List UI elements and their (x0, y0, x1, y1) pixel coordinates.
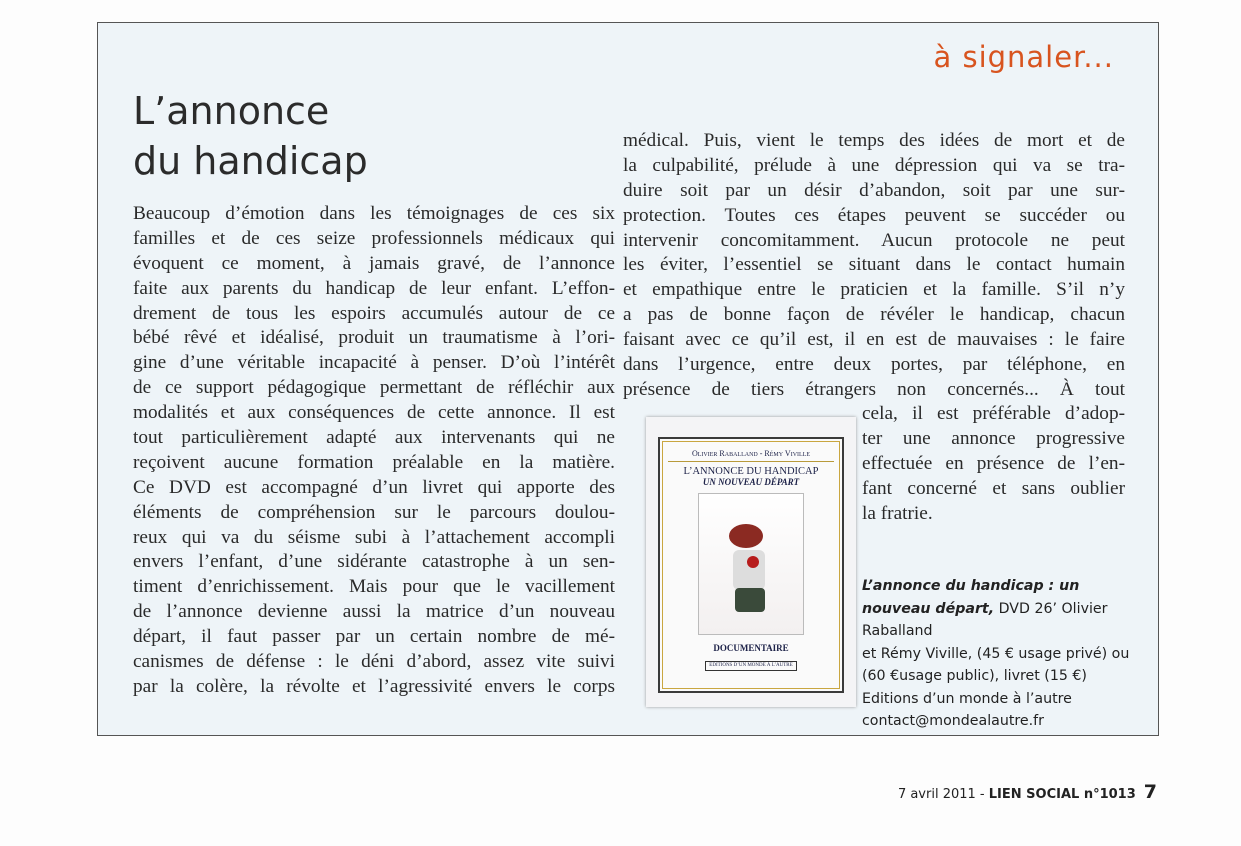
dvd-cover-image (646, 417, 856, 707)
text-line: reçoivent aucune formation préalable en la matière. (133, 451, 615, 473)
text-line: dans l’urgence, entre deux portes, par téléphone, en (623, 354, 1125, 376)
text-line: effectuée en présence de l’en- (862, 452, 1125, 474)
title-line: du handicap (133, 139, 368, 183)
text-line: modalités et aux conséquences de cette annonce. Il est (133, 402, 615, 424)
section-label: à signaler... (933, 40, 1114, 74)
left-column (133, 202, 615, 700)
text-line: la fratrie. (862, 502, 933, 524)
text-line: envers l’enfant, d’une sidérante catastrophe à un sen- (133, 551, 615, 573)
text-line: canismes de défense : le déni d’abord, assez vite suivi (133, 651, 615, 673)
cover-label: DOCUMENTAIRE (713, 643, 789, 653)
text-line: et empathique entre le praticien et la famille. S’il n’y (623, 279, 1125, 301)
article-title (133, 86, 368, 186)
text-line: présence de tiers étrangers non concernés... À tout (623, 378, 1125, 400)
caption-line: Editions d’un monde à l’autre (862, 690, 1072, 707)
text-line: duire soit par un désir d’abandon, soit par une sur- (623, 179, 1125, 201)
issue-date: 7 avril 2011 - (897, 787, 989, 802)
text-line: médical. Puis, vient le temps des idées de mort et de (623, 130, 1125, 151)
cover-authors: Olivier Raballand - Rémy Viville (668, 449, 834, 462)
text-line: de ce support pédagogique permettant de réfléchir aux (133, 377, 615, 399)
text-line: cela, il est préférable d’adop- (862, 403, 1125, 424)
text-line: les éviter, l’essentiel se situant dans le contact humain (623, 254, 1125, 276)
page-footer (898, 781, 1157, 803)
text-line: éléments de compréhension sur le parcours doulou- (133, 501, 615, 523)
text-line: familles et de ces seize professionnels médicaux qui (133, 227, 615, 249)
text-line: faisant avec ce qu’il est, il en est de mauvaises : le faire (623, 329, 1125, 351)
text-line: faite aux parents du handicap de leur enfant. L’effon- (133, 277, 615, 299)
cover-subtitle: UN NOUVEAU DÉPART (702, 477, 800, 487)
text-line: a pas de bonne façon de révéler le handicap, chacun (623, 304, 1125, 326)
title-line: L’annonce (133, 89, 330, 133)
text-line: par la colère, la révolte et l’agressivité envers le corps (133, 675, 615, 697)
text-line: évoquent ce moment, à jamais gravé, de l’annonce (133, 252, 615, 274)
dvd-caption (862, 575, 1142, 733)
text-line: fant concerné et sans oublier (862, 477, 1125, 499)
caption-line: DVD 26’ Olivier Raballand (862, 600, 1108, 639)
right-column-wrap (862, 402, 1125, 526)
caption-line: (60 €usage public), livret (15 €) (862, 668, 1087, 684)
magazine-name: LIEN SOCIAL n°1013 (988, 787, 1136, 802)
cover-title: L’ANNONCE DU HANDICAP (683, 466, 819, 477)
text-line: protection. Toutes ces étapes peuvent se succéder ou (623, 204, 1125, 226)
text-line: reux qui va du séisme subi à l’attachement accompli (133, 526, 615, 548)
cover-illustration (698, 493, 804, 635)
publisher-logo: EDITIONS D’UN MONDE À L’AUTRE (705, 661, 796, 671)
caption-line: et Rémy Viville, (45 € usage privé) ou (862, 645, 1130, 662)
text-line: bébé rêvé et idéalisé, produit un traumatisme à l’ori- (133, 327, 615, 349)
text-line: Ce DVD est accompagné d’un livret qui apporte des (133, 476, 615, 498)
caption-title: L’annonce du handicap : un nouveau départ, (862, 578, 1080, 617)
text-line: ter une annonce progressive (862, 427, 1125, 449)
page-number: 7 (1143, 781, 1157, 803)
text-line: intervenir concomitamment. Aucun protocole ne peut (623, 229, 1125, 251)
contact-email: contact@mondealautre.fr (862, 713, 1044, 729)
right-column (623, 129, 1125, 403)
text-line: de l’annonce devienne aussi la matrice d’un nouveau (133, 601, 615, 623)
text-line: drement de tous les espoirs accumulés autour de ce (133, 302, 615, 324)
text-line: tout particulièrement adapté aux intervenants qui ne (133, 427, 615, 449)
text-line: timent d’enrichissement. Mais pour que le vacillement (133, 576, 615, 598)
text-line: Beaucoup d’émotion dans les témoignages de ces six (133, 203, 615, 224)
text-line: gine d’une véritable incapacité à penser. D’où l’intérêt (133, 352, 615, 374)
text-line: la culpabilité, prélude à une dépression qui va se tra- (623, 154, 1125, 176)
text-line: départ, il faut passer par un certain nombre de mé- (133, 626, 615, 648)
